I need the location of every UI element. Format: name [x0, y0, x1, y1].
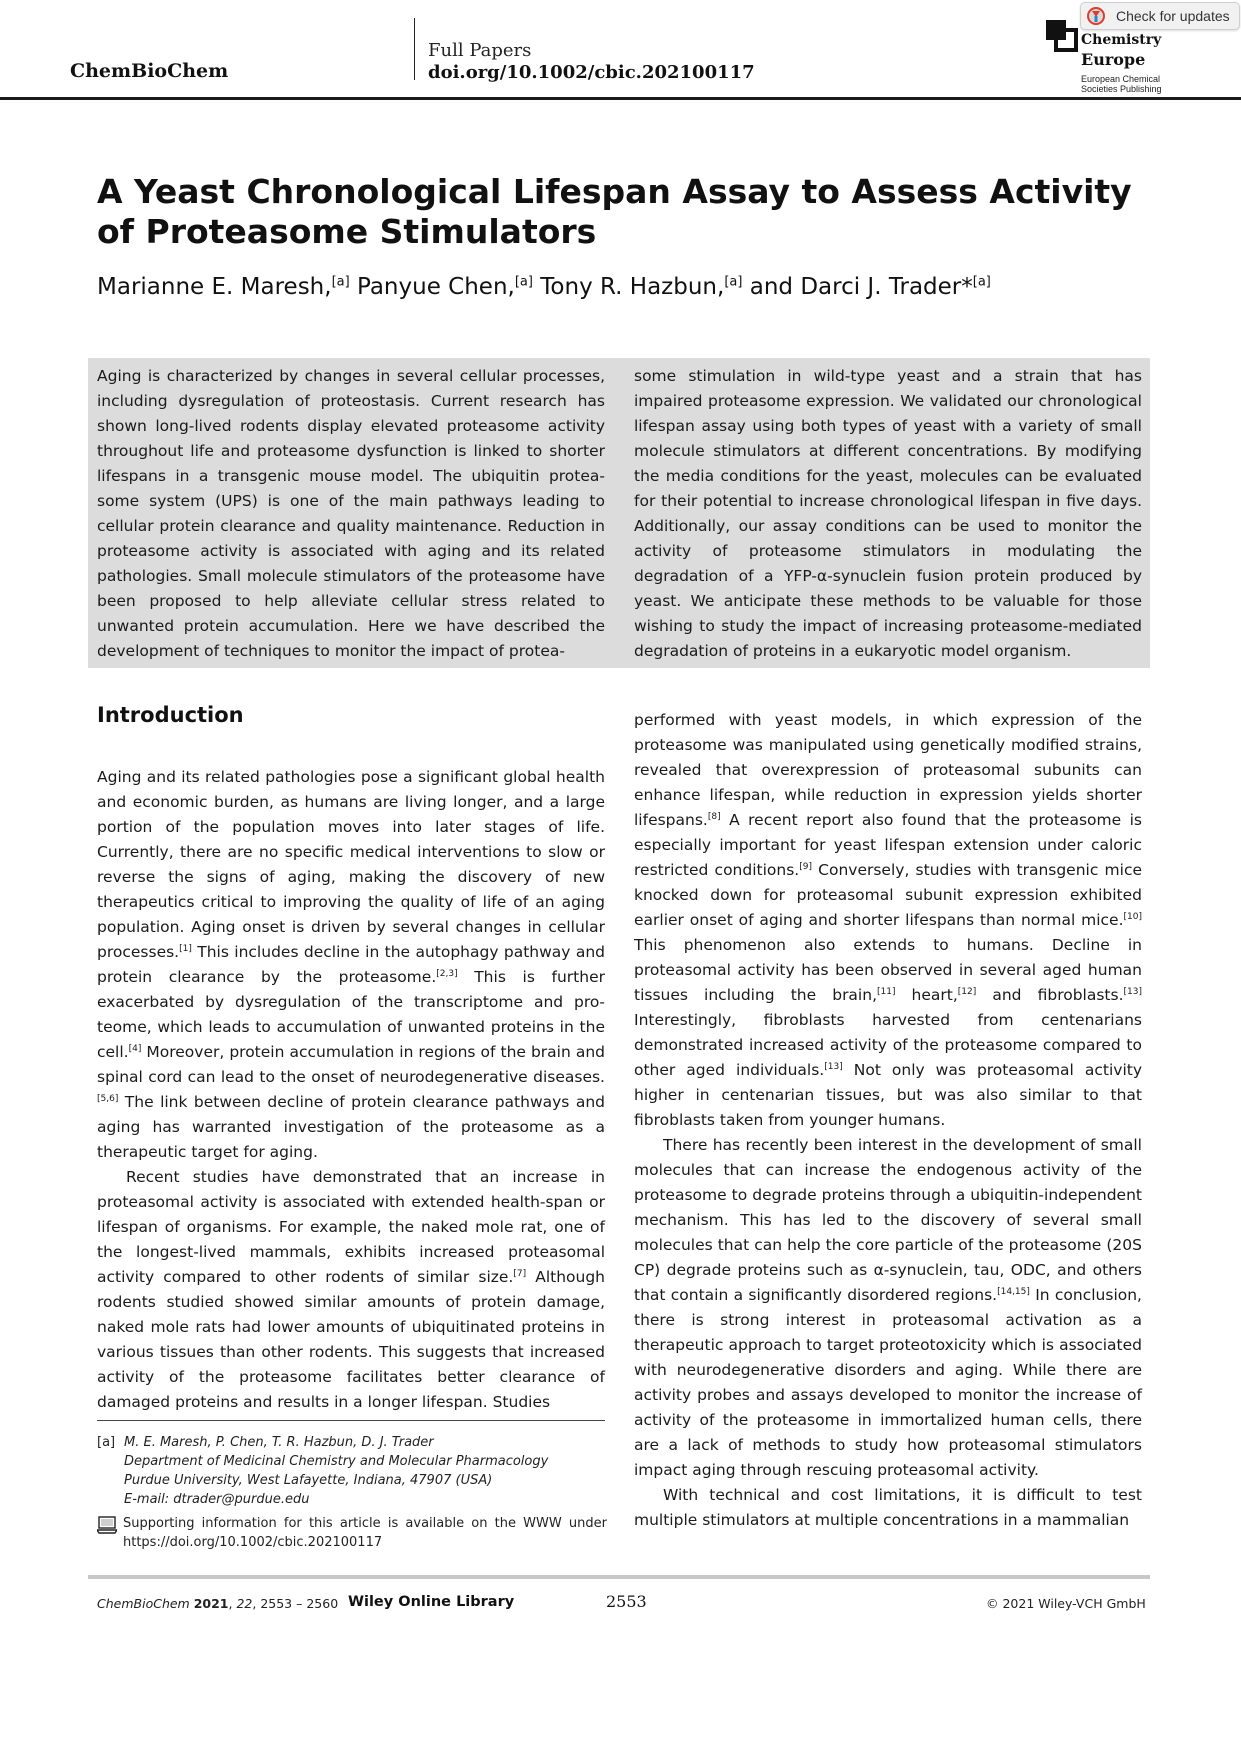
body-paragraph [634, 1133, 1142, 1483]
footnote-marker: [a] [97, 1435, 116, 1450]
footer-rule [88, 1575, 1150, 1579]
footnote-email[interactable]: E-mail: dtrader@purdue.edu [124, 1492, 310, 1507]
citation-reference[interactable]: [14,15] [997, 1286, 1030, 1297]
body-text: This is further exacerbated by dysregulation of the transcriptome and proteome, which leads to accumulation of unwanted proteins in the cell. [97, 968, 605, 1061]
body-text: heart, [895, 986, 958, 1004]
citation-reference[interactable]: [4] [128, 1043, 142, 1054]
footer-volume: 22 [236, 1596, 253, 1611]
body-text: This includes decline in the autophagy pathway and protein clearance by the proteasome. [97, 943, 605, 986]
supporting-info-text[interactable]: Supporting information for this article is available on the WWW under https://doi.org/10.1002/cbic.202100117 [123, 1516, 607, 1550]
citation-reference[interactable]: [13] [824, 1061, 843, 1072]
author-affiliation: [a] [972, 274, 991, 290]
body-right-column [634, 708, 1142, 1533]
laptop-icon [97, 1515, 117, 1535]
logo-text-europe: Europe [1081, 50, 1146, 69]
body-paragraph [97, 1165, 605, 1415]
body-text: Recent studies have demonstrated that an increase in proteasomal activity is associated with extended health-span or lifespan of organisms. For example, the naked mole rat, one of the longest-lived mammals, exhibits increased proteasomal activity compared to other rodents of similar size. [97, 1168, 605, 1286]
wiley-online-library-link[interactable]: Wiley Online Library [348, 1594, 515, 1610]
footer-citation: ChemBioChem 2021, 22, 2553 – 2560 [97, 1596, 339, 1611]
footnote-authors: M. E. Maresh, P. Chen, T. R. Hazbun, D. J. Trader [124, 1435, 434, 1450]
footer-pages: , 2553 – 2560 [252, 1596, 339, 1611]
copyright: © 2021 Wiley-VCH GmbH [986, 1596, 1146, 1611]
body-text: Although rodents studied showed similar amounts of protein damage, naked mole rats had lower amounts of ubiquitinated proteins in various tissues than other rodents. This suggests that increased activity of the proteasome facilitates better clearance of damaged proteins and results in a longer lifespan. Studies [97, 1268, 605, 1411]
author-name: Panyue Chen, [357, 274, 515, 300]
section-type: Full Papers [428, 40, 532, 61]
author-affiliation: [a] [331, 274, 350, 290]
citation-reference[interactable]: [11] [877, 986, 896, 997]
abstract-right-column: some stimulation in wild-type yeast and a strain that has impaired proteasome expression. We validated our chronological lifespan assay using both types of yeast with a variety of small molecule stimulators at different concentrations. By modifying the media conditions for the yeast, molecules can be evaluated for their potential to increase chronological lifespan in five days. Additionally, our assay conditions can be used to monitor the activity of proteasome stimulators in modulating the degradation of a YFP-α-synuclein fusion protein produced by yeast. We anticipate these methods to be valuable for those wishing to study the impact of increasing proteasome-mediated degradation of proteins in a eukaryotic model organism. [634, 367, 1142, 660]
body-text: Interestingly, fibroblasts harvested from centenarians demonstrated increased activity of the proteasome compared to other aged individuals. [634, 1011, 1142, 1079]
footnote-rule [97, 1420, 605, 1421]
footer-journal: ChemBioChem [97, 1596, 190, 1611]
logo-mark-icon [1046, 20, 1078, 52]
body-text: performed with yeast models, in which expression of the proteasome was manipulated using genetically modified strains, revealed that overexpression of proteasomal subunits can enhance lifespan, while reduction in expression yields shorter lifespans. [634, 711, 1142, 829]
header-rule [0, 97, 1241, 100]
body-text: and fibroblasts. [976, 986, 1124, 1004]
abstract [88, 358, 1150, 668]
section-heading-introduction: Introduction [97, 703, 244, 727]
body-text: A recent report also found that the proteasome is especially important for yeast lifespan extension under caloric restricted conditions. [634, 811, 1142, 879]
check-for-updates-label: Check for updates [1116, 8, 1230, 24]
author-name: Tony R. Hazbun, [540, 274, 725, 300]
article-title: A Yeast Chronological Lifespan Assay to Assess Activity of Proteasome Stimulators [97, 172, 1132, 251]
logo-text-chemistry: Chemistry [1081, 32, 1162, 48]
body-paragraph [634, 708, 1142, 1133]
citation-reference[interactable]: [2,3] [436, 968, 458, 979]
journal-name: ChemBioChem [70, 60, 229, 82]
body-paragraph [97, 765, 605, 1165]
check-for-updates-button[interactable] [1080, 2, 1240, 30]
citation-reference[interactable]: [12] [957, 986, 977, 997]
author-affiliation: [a] [514, 274, 533, 290]
body-text: This phenomenon also extends to humans. Decline in proteasomal activity has been observed in several aged human tissues including the brain, [634, 936, 1142, 1004]
doi-link[interactable]: doi.org/10.1002/cbic.202100117 [428, 62, 755, 83]
body-text: Moreover, protein accumulation in regions of the brain and spinal cord can lead to the onset of neurodegenerative diseases. [97, 1043, 605, 1086]
body-text: With technical and cost limitations, it is difficult to test multiple stimulators at multiple concentrations in a mammalian [634, 1486, 1142, 1529]
citation-reference[interactable]: [10] [1123, 911, 1142, 922]
citation-reference[interactable]: [7] [513, 1268, 527, 1279]
body-text: Not only was proteasomal activity higher in centenarian tissues, but was also similar to that fibroblasts taken from younger humans. [634, 1061, 1143, 1129]
logo-text-publisher: European Chemical Societies Publishing [1081, 74, 1162, 94]
citation-reference[interactable]: [9] [799, 861, 812, 872]
citation-reference[interactable]: [5,6] [97, 1093, 119, 1104]
citation-reference[interactable]: [1] [179, 943, 192, 954]
body-text: Conversely, studies with transgenic mice knocked down for proteasomal subunit expression exhibited earlier onset of aging and shorter lifespans than normal mice. [634, 861, 1142, 929]
author-list [97, 274, 991, 300]
author-name: and Darci J. Trader* [749, 274, 973, 300]
body-left-column [97, 765, 605, 1415]
body-text: In conclusion, there is strong interest in proteasomal activation as a therapeutic approach to target proteotoxicity which is associated with neurodegenerative disorders and aging. While there are activity probes and assays developed to monitor the increase of activity of the proteasome in immortalized human cells, there are a lack of methods to study how proteasomal stimulators impact aging through rescuing proteasomal activity. [634, 1286, 1142, 1479]
footer-year: 2021 [193, 1596, 229, 1611]
body-text: The link between decline of protein clearance pathways and aging has warranted investigation of the proteasome as a therapeutic target for aging. [97, 1093, 605, 1161]
body-text: Aging and its related pathologies pose a significant global health and economic burden, as humans are living longer, and a large portion of the population moves into later stages of life. Currently, there are no specific medical interventions to slow or reverse the signs of aging, making the discovery of new therapeutics critical to improving the quality of life of an aging population. Aging onset is driven by several changes in cellular processes. [97, 768, 605, 961]
body-paragraph [634, 1483, 1142, 1533]
body-text: There has recently been interest in the development of small molecules that can increase the endogenous activity of the proteasome to degrade proteins through a ubiquitin-independent mechanism. This has led to the discovery of several small molecules that can help the core particle of the proteasome (20S CP) degrade proteins such as α-synuclein, tau, ODC, and others that contain a significantly disordered regions. [634, 1136, 1142, 1304]
footnote-department: Department of Medicinal Chemistry and Molecular Pharmacology [124, 1454, 549, 1469]
page-number: 2553 [606, 1592, 647, 1611]
author-name: Marianne E. Maresh, [97, 274, 332, 300]
citation-reference[interactable]: [8] [707, 811, 721, 822]
citation-reference[interactable]: [13] [1123, 986, 1142, 997]
footnote-address: Purdue University, West Lafayette, Indiana, 47907 (USA) [124, 1473, 493, 1488]
header-divider [414, 18, 415, 80]
abstract-left-column: Aging is characterized by changes in several cellular processes, including dysregulation of proteostasis. Current research has shown long-lived rodents display elevated proteasome activity throughout life and proteasome dysfunction is linked to shorter lifespans in a transgenic mouse model. The ubiquitin proteasome system (UPS) is one of the main pathways leading to cellular protein clearance and quality maintenance. Reduction in proteasome activity is associated with aging and its related pathologies. Small molecule stimulators of the proteasome have been proposed to help alleviate cellular stress related to unwanted protein accumulation. Here we have described the development of techniques to monitor the impact of protea- [97, 367, 605, 660]
crossmark-icon [1087, 7, 1105, 25]
author-affiliation: [a] [724, 274, 743, 290]
